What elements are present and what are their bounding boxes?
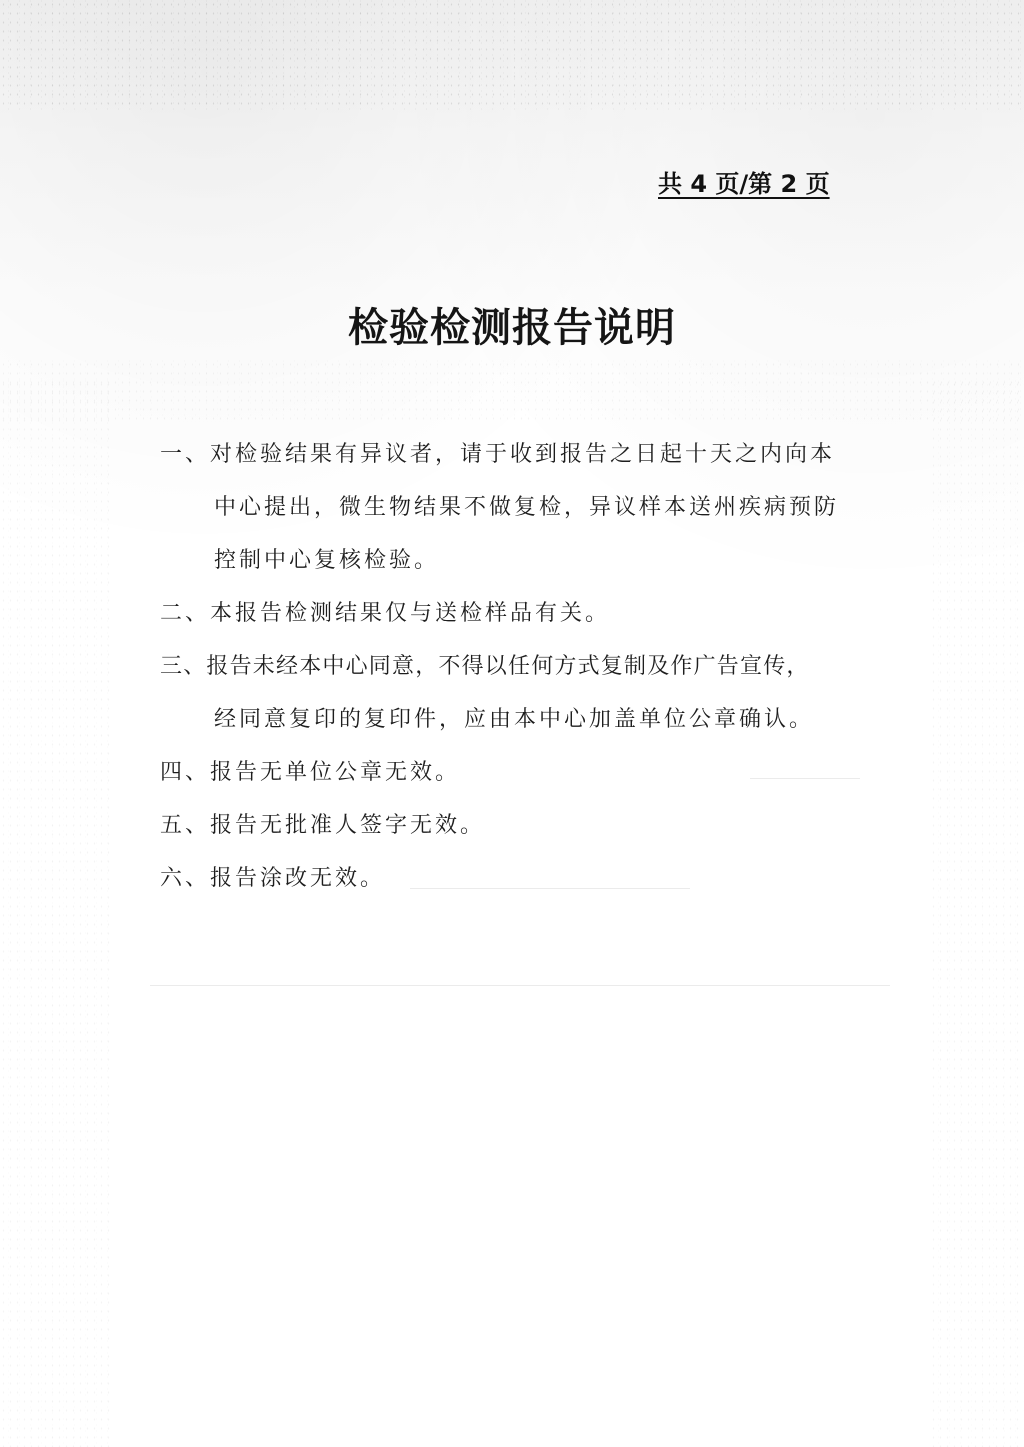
clause-1-line-1: 一、对检验结果有异议者，请于收到报告之日起十天之内向本 (160, 442, 836, 467)
clause-3-line-1: 三、报告未经本中心同意，不得以任何方式复制及作广告宣传， (160, 654, 810, 679)
scan-noise-right (930, 380, 1024, 1447)
bleed-through-rule (150, 985, 890, 986)
clause-6-line-1: 六、报告涂改无效。 (160, 866, 386, 891)
clause-1-line-2: 中心提出，微生物结果不做复检，异议样本送州疾病预防 (214, 495, 840, 520)
clause-5-line-1: 五、报告无批准人签字无效。 (160, 813, 486, 838)
clause-5 (160, 799, 900, 852)
clause-3 (160, 640, 900, 746)
clause-4 (160, 746, 900, 799)
clause-2-line-1: 二、本报告检测结果仅与送检样品有关。 (160, 601, 611, 626)
clause-4-line-1: 四、报告无单位公章无效。 (160, 760, 461, 785)
scan-noise-left (0, 380, 110, 1447)
clause-list (160, 428, 900, 905)
scan-noise-top (0, 0, 1024, 110)
page-counter: 共 4 页/第 2 页 (658, 170, 830, 198)
clause-2 (160, 587, 900, 640)
clause-1-line-3: 控制中心复核检验。 (214, 548, 440, 573)
clause-1 (160, 428, 900, 587)
document-title: 检验检测报告说明 (348, 305, 676, 351)
clause-3-line-2: 经同意复印的复印件，应由本中心加盖单位公章确认。 (214, 707, 815, 732)
clause-6 (160, 852, 900, 905)
scan-noise-middle (0, 360, 1024, 420)
